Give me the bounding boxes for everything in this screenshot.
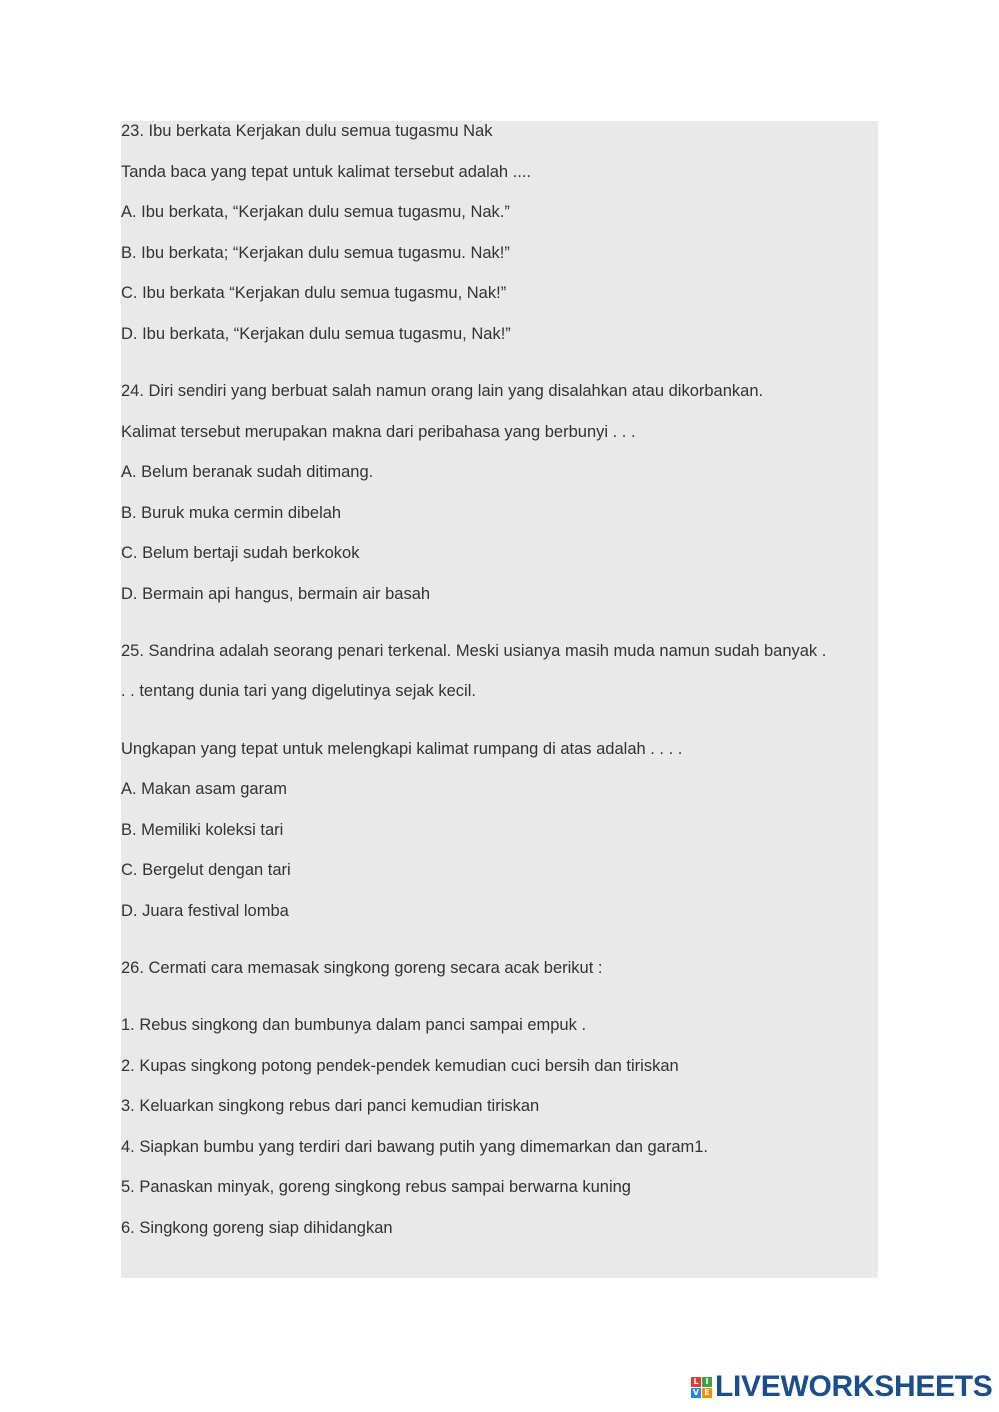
question-25-option-c: C. Bergelut dengan tari	[121, 861, 291, 879]
question-23-option-a: A. Ibu berkata, “Kerjakan dulu semua tugasmu, Nak.”	[121, 203, 510, 221]
question-23-prompt: Tanda baca yang tepat untuk kalimat tersebut adalah ....	[121, 163, 532, 181]
question-23-option-d: D. Ibu berkata, “Kerjakan dulu semua tugasmu, Nak!”	[121, 325, 511, 343]
question-24-stem: 24. Diri sendiri yang berbuat salah namun orang lain yang disalahkan atau dikorbankan.	[121, 382, 764, 400]
liveworksheets-logo	[691, 1372, 993, 1402]
logo-square-v: V	[692, 1387, 700, 1397]
logo-square-i: I	[702, 1377, 712, 1387]
logo-wordmark: LIVEWORKSHEETS	[715, 1370, 993, 1403]
question-23-option-c: C. Ibu berkata “Kerjakan dulu semua tugasmu, Nak!”	[121, 284, 507, 302]
question-24-option-a: A. Belum beranak sudah ditimang.	[121, 463, 374, 481]
question-26-step-3: 3. Keluarkan singkong rebus dari panci kemudian tiriskan	[121, 1097, 540, 1115]
logo-square-l: L	[691, 1377, 701, 1387]
question-26-stem: 26. Cermati cara memasak singkong goreng secara acak berikut :	[121, 959, 603, 977]
question-25-option-a: A. Makan asam garam	[121, 780, 287, 798]
question-25-stem-cont: . . tentang dunia tari yang digelutinya sejak kecil.	[121, 682, 476, 700]
question-25-prompt: Ungkapan yang tepat untuk melengkapi kalimat rumpang di atas adalah . . . .	[121, 740, 683, 758]
question-26-step-4: 4. Siapkan bumbu yang terdiri dari bawang putih yang dimemarkan dan garam1.	[121, 1138, 709, 1156]
question-24-option-b: B. Buruk muka cermin dibelah	[121, 504, 342, 522]
question-26-step-1: 1. Rebus singkong dan bumbunya dalam panci sampai empuk .	[121, 1016, 587, 1034]
logo-square-e: E	[702, 1388, 712, 1398]
question-26-step-6: 6. Singkong goreng siap dihidangkan	[121, 1219, 393, 1237]
question-23-option-b: B. Ibu berkata; “Kerjakan dulu semua tugasmu. Nak!”	[121, 244, 510, 262]
question-26-step-2: 2. Kupas singkong potong pendek-pendek kemudian cuci bersih dan tiriskan	[121, 1057, 679, 1075]
question-26-step-5: 5. Panaskan minyak, goreng singkong rebus sampai berwarna kuning	[121, 1178, 631, 1196]
question-25-stem: 25. Sandrina adalah seorang penari terkenal. Meski usianya masih muda namun sudah banyak .	[121, 642, 827, 660]
question-25-option-b: B. Memiliki koleksi tari	[121, 821, 284, 839]
question-23-stem: 23. Ibu berkata Kerjakan dulu semua tugasmu Nak	[121, 122, 493, 140]
question-24-prompt: Kalimat tersebut merupakan makna dari peribahasa yang berbunyi . . .	[121, 423, 636, 441]
question-24-option-d: D. Bermain api hangus, bermain air basah	[121, 585, 431, 603]
logo-icon	[691, 1377, 712, 1398]
question-25-option-d: D. Juara festival lomba	[121, 902, 289, 920]
question-24-option-c: C. Belum bertaji sudah berkokok	[121, 544, 360, 562]
